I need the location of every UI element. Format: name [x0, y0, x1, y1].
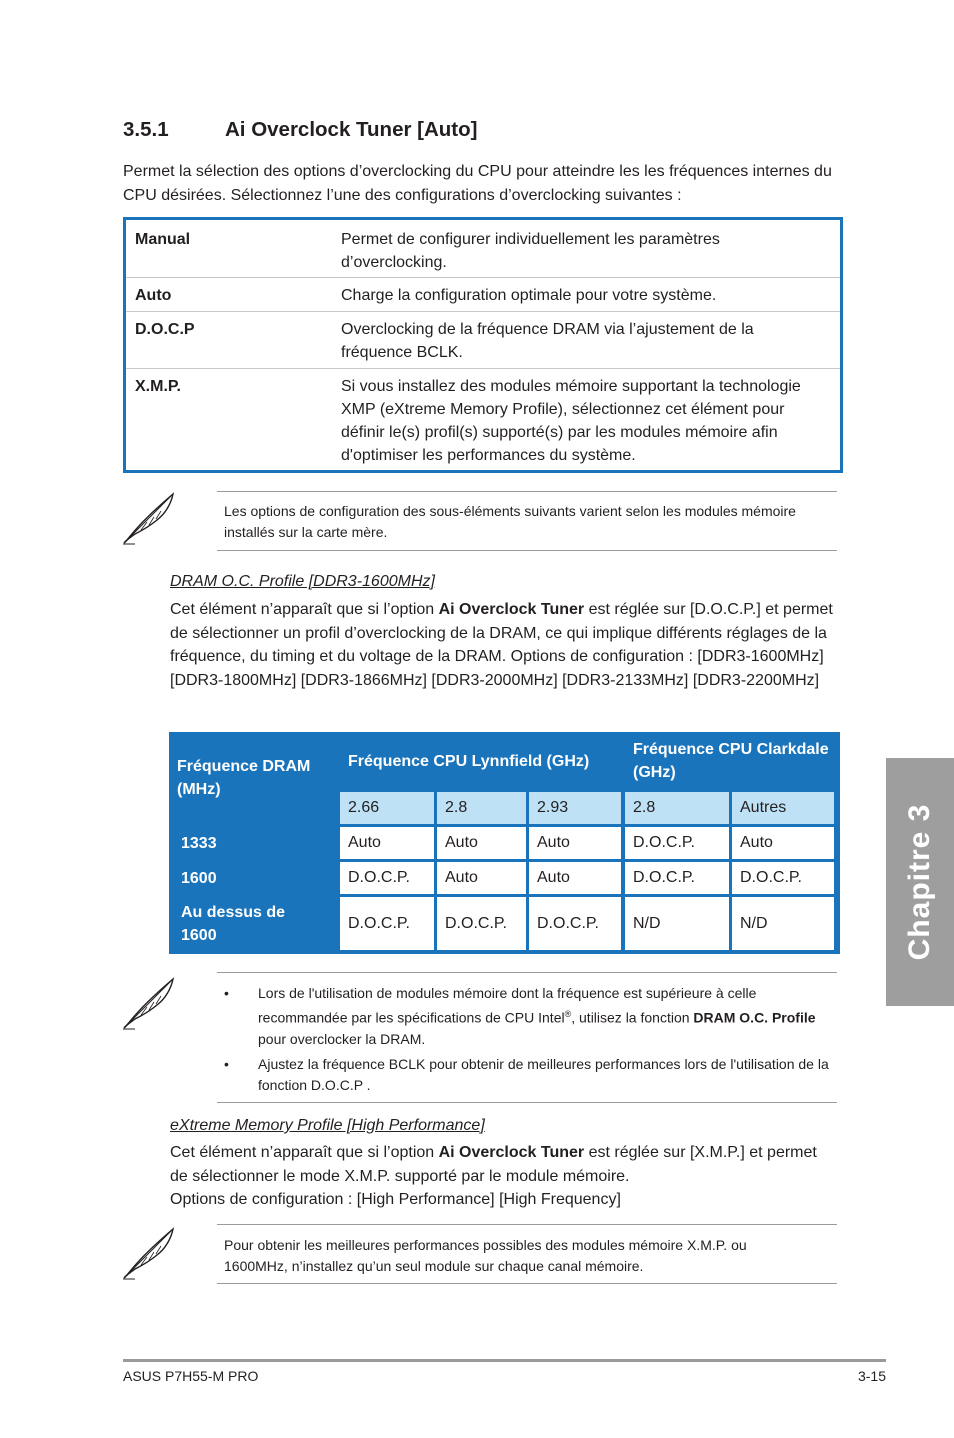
table-cell: Auto: [437, 827, 526, 859]
table-cell: D.O.C.P.: [732, 862, 834, 894]
sub-header-cell: 2.93: [529, 792, 621, 824]
dram-profile-body: [170, 598, 835, 692]
row-label: 1333: [181, 834, 217, 852]
note-text: Pour obtenir les meilleures performances possibles des modules mémoire X.M.P. ou 1600MHz, n’installez qu’un seul module sur chaque canal mémoire.: [224, 1237, 747, 1274]
registered-mark: ®: [564, 1009, 572, 1019]
bold-text: DRAM O.C. Profile: [693, 1009, 816, 1026]
text: Cet élément n’apparaît que si l’option: [170, 601, 439, 618]
option-key: Manual: [135, 231, 191, 248]
text: , utilisez la fonction: [571, 1009, 694, 1026]
footer-rule: [123, 1359, 886, 1362]
option-key: D.O.C.P: [135, 321, 195, 338]
chapter-side-tab: [886, 758, 954, 1006]
table-cell: Auto: [437, 862, 526, 894]
note-rule-top: [217, 1224, 837, 1225]
page-number: 3-15: [857, 1368, 886, 1384]
option-desc: Permet de configurer individuellement les paramètres d’overclocking.: [341, 231, 720, 271]
header-clarkdale: Fréquence CPU Clarkdale (GHz): [633, 741, 829, 781]
text: est réglée sur [D.O.C.P.] et permet de sélectionner un profil d’overclocking de la DRAM, ce qui implique différents réglages de la fréquence, du timing et du voltage de la DRAM. Options de configuration : [DDR3-1600MHz] [DDR3-1800MHz] [DDR3-1866MHz] [DDR3-2000MHz] [DDR3-2133MHz] [DDR3-2200MHz]: [170, 601, 833, 689]
option-key: X.M.P.: [135, 378, 181, 395]
table-cell: D.O.C.P.: [529, 897, 621, 950]
table-cell: Auto: [732, 827, 834, 859]
sub-header-cell: 2.66: [340, 792, 434, 824]
note-bullet-list: [224, 983, 840, 1093]
xmp-options-line: Options de configuration : [High Performance] [High Frequency]: [170, 1191, 621, 1208]
section-title: Ai Overclock Tuner [Auto]: [225, 118, 478, 141]
table-cell: Auto: [529, 827, 621, 859]
section-heading: [123, 118, 478, 142]
note-pen-icon: [121, 1225, 179, 1280]
option-row: [126, 368, 840, 471]
sub-header-cell: Autres: [732, 792, 834, 824]
note-rule-bottom: [217, 1283, 837, 1284]
option-row: [126, 311, 840, 369]
list-item: [258, 983, 840, 1050]
table-cell: N/D: [625, 897, 729, 950]
header-dram: Fréquence DRAM (MHz): [177, 757, 311, 798]
bullet: •: [224, 1056, 229, 1072]
xmp-body: [170, 1141, 835, 1188]
row-label: 1600: [181, 869, 217, 887]
option-desc: Charge la configuration optimale pour votre système.: [341, 287, 717, 304]
table-cell: D.O.C.P.: [340, 897, 434, 950]
xmp-heading: eXtreme Memory Profile [High Performance]: [170, 1117, 485, 1134]
table-cell: D.O.C.P.: [625, 827, 729, 859]
text: est réglée sur [X.M.P.] et permet de sélectionner le mode X.M.P. supporté par le module mémoire.: [170, 1144, 817, 1185]
note-pen-icon: [121, 490, 179, 545]
table-cell: Auto: [529, 862, 621, 894]
dram-profile-heading: DRAM O.C. Profile [DDR3-1600MHz]: [170, 573, 435, 590]
header-lynnfield: Fréquence CPU Lynnfield (GHz): [348, 752, 590, 770]
option-desc: Overclocking de la fréquence DRAM via l’ajustement de la fréquence BCLK.: [341, 321, 754, 361]
option-row: [126, 277, 840, 312]
bullet: •: [224, 985, 229, 1001]
option-row: [126, 220, 840, 277]
row-label: Au dessus de 1600: [181, 903, 286, 944]
bold-text: Ai Overclock Tuner: [438, 601, 585, 618]
sub-header-cell: 2.8: [625, 792, 729, 824]
note-rule-bottom: [217, 1102, 837, 1103]
table-cell: D.O.C.P.: [340, 862, 434, 894]
table-cell: D.O.C.P.: [437, 897, 526, 950]
bold-text: Ai Overclock Tuner: [438, 1144, 585, 1161]
note-pen-icon: [121, 975, 179, 1030]
option-key: Auto: [135, 287, 172, 304]
intro-paragraph: Permet la sélection des options d’overclocking du CPU pour atteindre les les fréquences internes du CPU désirées. Sélectionnez l’une des configurations d’overclocking suivantes :: [123, 163, 832, 204]
chapter-label: Chapitre 3: [903, 803, 936, 961]
table-cell: Auto: [340, 827, 434, 859]
text: Lors de l'utilisation de modules mémoire dont la fréquence est supérieure à celle recommandée par les spécifications de CPU Intel: [258, 985, 757, 1026]
option-desc: Si vous installez des modules mémoire supportant la technologie XMP (eXtreme Memory Profile), sélectionnez cet élément pour définir le(s) profil(s) supporté(s) par les modules mémoire afin d'optimiser les performances du système.: [341, 378, 801, 464]
list-item: Ajustez la fréquence BCLK pour obtenir de meilleures performances lors de l'utilisation de la fonction D.O.C.P .: [258, 1056, 829, 1093]
sub-header-cell: 2.8: [437, 792, 526, 824]
note-text: Les options de configuration des sous-éléments suivants varient selon les modules mémoire installés sur la carte mère.: [224, 503, 796, 540]
section-number: 3.5.1: [123, 118, 169, 141]
note-rule-top: [217, 491, 837, 492]
frequency-table: [169, 732, 840, 954]
text: Cet élément n’apparaît que si l’option: [170, 1144, 439, 1161]
note-rule-bottom: [217, 550, 837, 551]
options-table: [123, 217, 843, 473]
table-cell: D.O.C.P.: [625, 862, 729, 894]
table-cell: N/D: [732, 897, 834, 950]
footer-product: ASUS P7H55-M PRO: [123, 1368, 259, 1384]
text: pour overclocker la DRAM.: [258, 1030, 426, 1047]
note-rule-top: [217, 972, 837, 973]
